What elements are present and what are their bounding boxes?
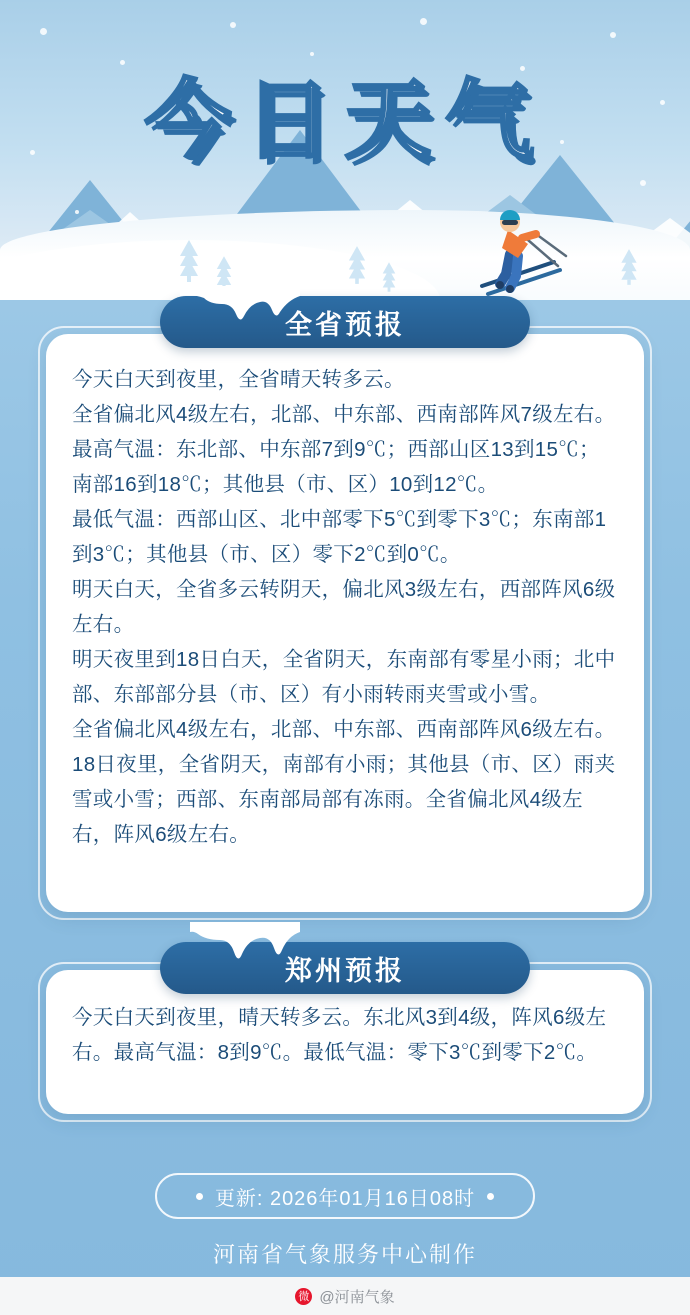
bullet-dot-icon	[487, 1193, 494, 1200]
update-badge	[155, 1173, 535, 1219]
page-title-text: 今日天气	[145, 71, 545, 171]
city-banner-label: 郑州预报	[285, 955, 405, 986]
weibo-footer[interactable]	[0, 1277, 690, 1315]
forecast-paragraph: 最高气温：东北部、中东部7到9℃；西部山区13到15℃；南部16到18℃；其他县（市、区）10到12℃。	[72, 438, 600, 496]
province-banner-label: 全省预报	[285, 309, 405, 340]
snowflake-icon	[310, 52, 314, 56]
pine-tree-icon	[180, 240, 198, 282]
forecast-paragraph: 今天白天到夜里，晴天转多云。东北风3到4级，阵风6级左右。最高气温：8到9℃。最低气温：零下3℃到零下2℃。	[72, 1006, 607, 1064]
pine-tree-icon	[383, 262, 396, 291]
icicle-decoration	[180, 286, 300, 338]
city-forecast-text	[72, 1000, 618, 1070]
snowflake-icon	[75, 210, 79, 214]
pine-tree-icon	[349, 246, 365, 284]
pine-tree-icon	[217, 256, 231, 290]
forecast-paragraph: 最低气温：西部山区、北中部零下5℃到零下3℃；东南部1到3℃；其他县（市、区）零下2℃到0℃。	[72, 508, 607, 566]
forecast-paragraph: 明天白天，全省多云转阴天，偏北风3级左右，西部阵风6级左右。	[72, 578, 616, 636]
snowflake-icon	[640, 180, 646, 186]
province-forecast-text	[72, 362, 618, 852]
forecast-paragraph: 全省偏北风4级左右，北部、中东部、西南部阵风6级左右。	[72, 718, 616, 741]
update-label: 更新: 2026年01月16日08时	[214, 1187, 476, 1210]
icicle-decoration	[190, 922, 300, 974]
forecast-paragraph: 全省偏北风4级左右，北部、中东部、西南部阵风7级左右。	[72, 403, 616, 426]
pine-tree-icon	[621, 249, 636, 285]
bullet-dot-icon	[196, 1193, 203, 1200]
weibo-account-label[interactable]: @河南气象	[319, 1288, 395, 1306]
snowflake-icon	[230, 22, 236, 28]
forecast-paragraph: 今天白天到夜里，全省晴天转多云。	[72, 368, 405, 391]
page-title	[0, 71, 690, 171]
snowflake-icon	[420, 18, 427, 25]
forecast-paragraph: 明天夜里到18日白天，全省阴天，东南部有零星小雨；北中部、东部部分县（市、区）有小雨转雨夹雪或小雪。	[72, 648, 616, 706]
weibo-logo-icon: 微	[295, 1288, 312, 1305]
snowflake-icon	[120, 60, 125, 65]
forecast-paragraph: 18日夜里，全省阴天，南部有小雨；其他县（市、区）雨夹雪或小雪；西部、东南部局部有冻雨。全省偏北风4级左右，阵风6级左右。	[72, 753, 616, 846]
maker-credit: 河南省气象服务中心制作	[212, 1242, 477, 1267]
skier-illustration	[470, 200, 580, 300]
snowflake-icon	[610, 32, 616, 38]
snowflake-icon	[40, 28, 47, 35]
